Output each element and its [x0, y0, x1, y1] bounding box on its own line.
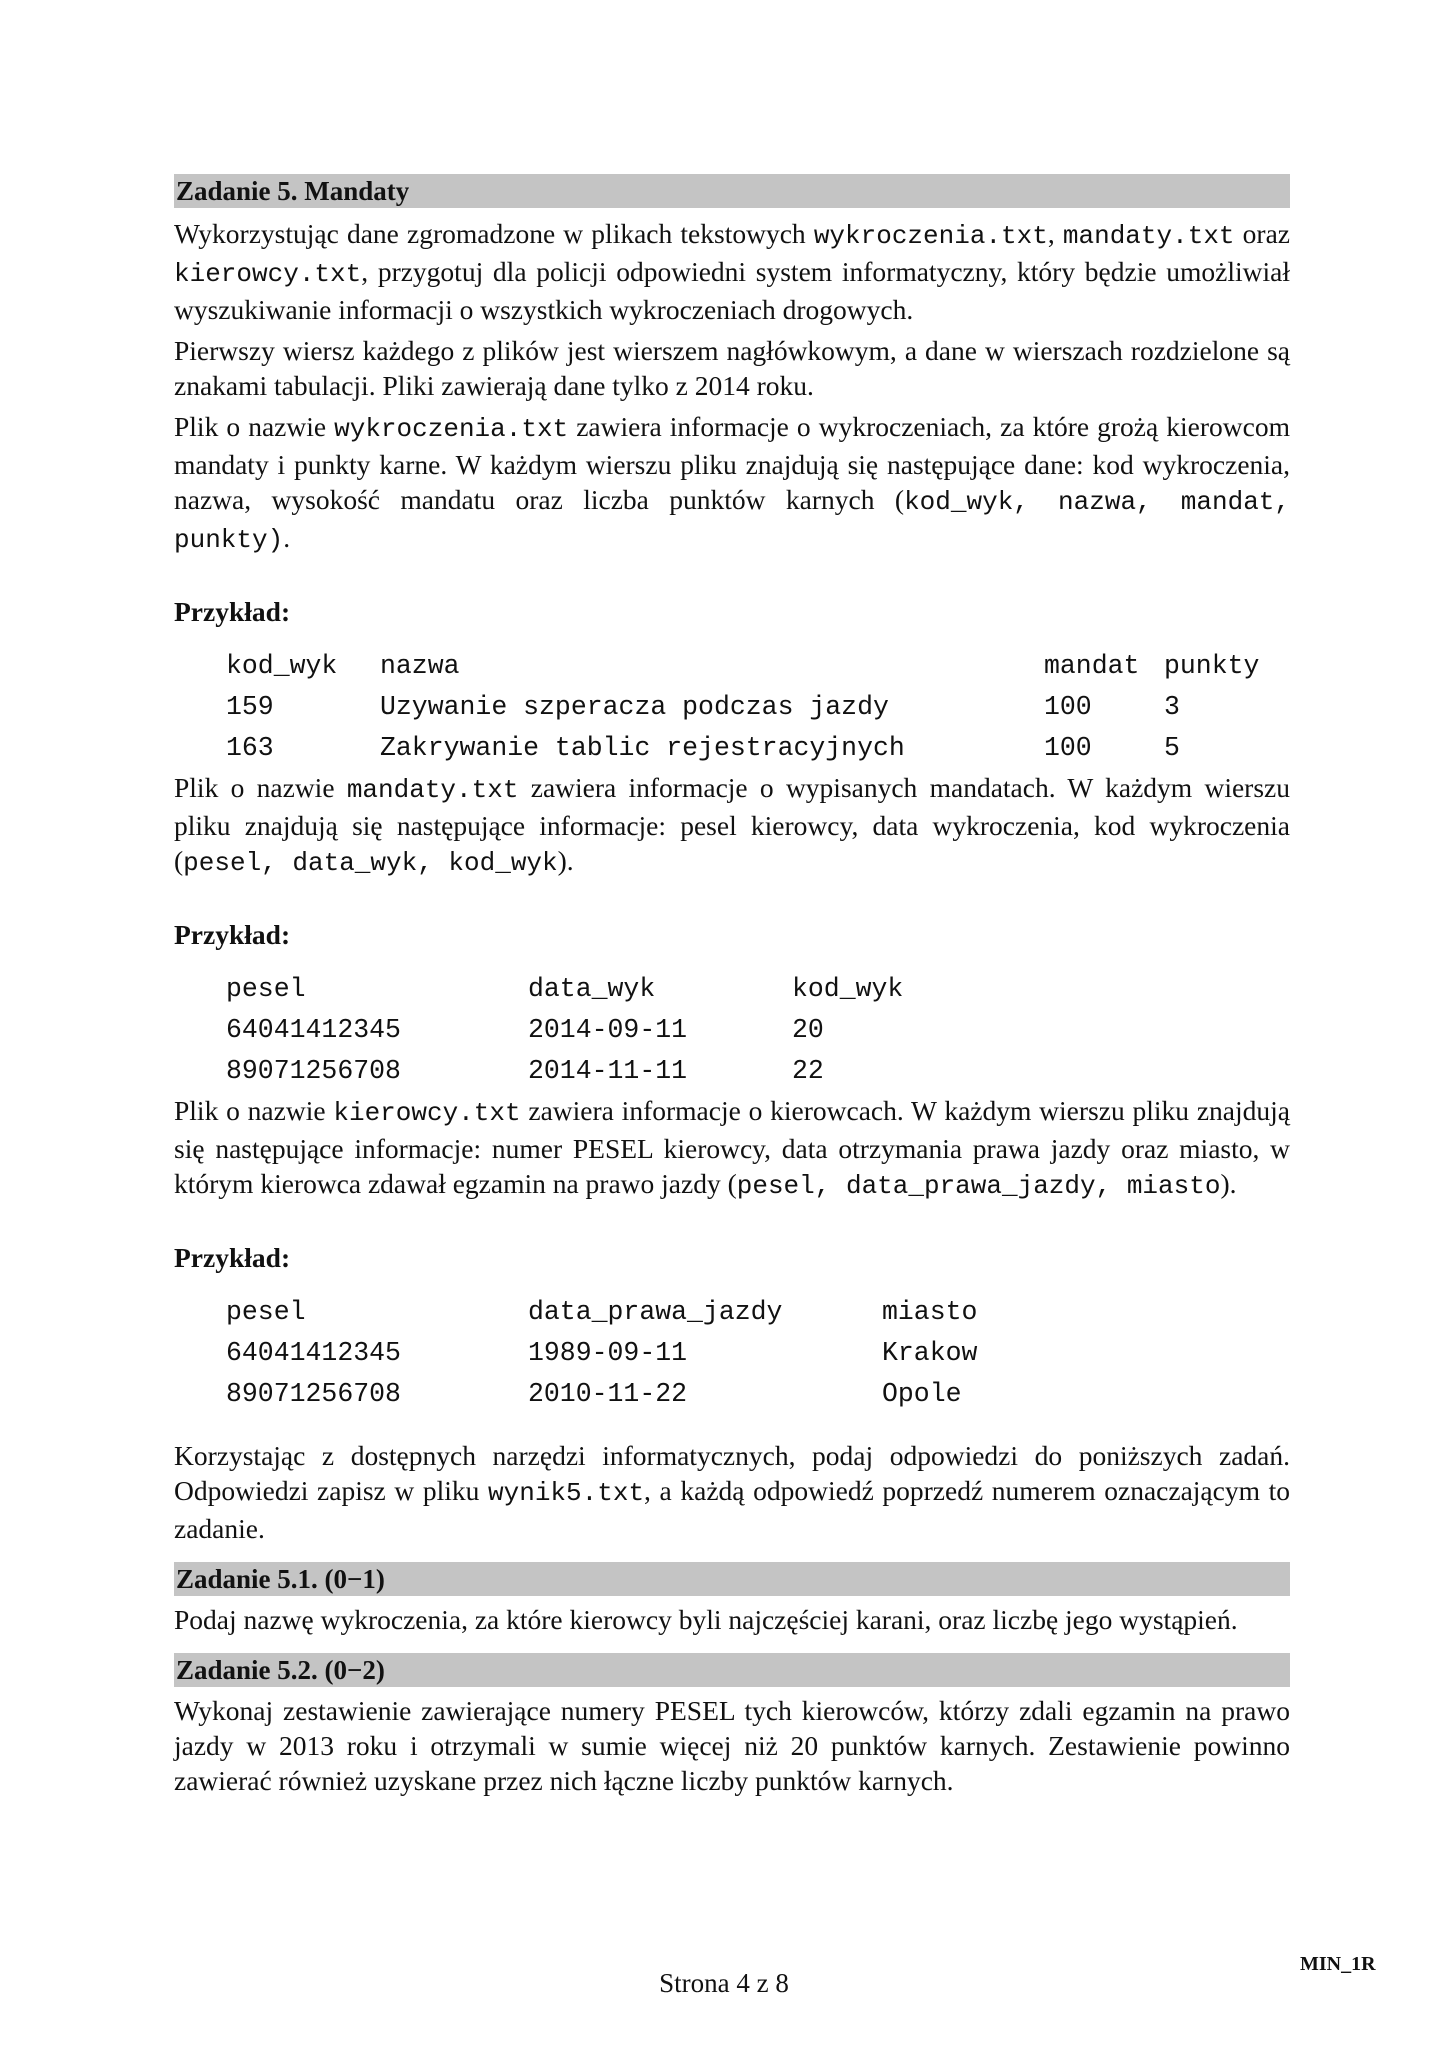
- text-segment: , przygotuj dla policji odpowiedni system informatyczny, który będzie umożliwiał wyszukiwanie informacji o wszystkich wykroczeniach drogowych.: [174, 256, 1290, 325]
- text-segment: .: [283, 522, 291, 553]
- table-cell: 64041412345: [226, 1014, 401, 1045]
- example-label: Przykład:: [174, 596, 291, 627]
- table-cell: 2014-09-11: [528, 1014, 688, 1045]
- text-segment: Pierwszy wiersz każdego z plików jest wierszem nagłówkowym, a dane w wierszach rozdzielone są znakami tabulacji. Pliki zawierają dane tylko z 2014 roku.: [174, 335, 1290, 401]
- col-header: pesel: [226, 1296, 306, 1327]
- text-segment: Korzystając z dostępnych narzędzi informatycznych, podaj odpowiedzi do poniższych zadań. Odpowiedzi zapisz w pliku: [174, 1440, 1290, 1506]
- page-number: Strona 4 z 8: [659, 1968, 789, 1998]
- table-cell: Uzywanie szperacza podczas jazdy: [380, 691, 889, 722]
- table-row: [226, 1009, 903, 1050]
- col-header: nazwa: [380, 650, 460, 681]
- text-segment: zawiera informacje o wypisanych mandatach. W każdym wierszu pliku znajdują się następujące informacje: pesel kierowcy, data wykroczenia, kod wykroczenia (: [174, 772, 1290, 876]
- table-cell: 20: [792, 1014, 824, 1045]
- kierowcy-example-table: [226, 1291, 977, 1414]
- code-text: mandaty.txt: [346, 775, 519, 805]
- table-cell: Zakrywanie tablic rejestracyjnych: [380, 732, 905, 763]
- code-text: kod_wyk, nazwa, mandat, punkty): [174, 487, 1291, 555]
- table-header-row: [226, 968, 903, 1009]
- instructions-paragraph: [174, 1438, 1290, 1546]
- wykroczenia-example-table: [226, 645, 1259, 768]
- table-cell: 100: [1044, 732, 1092, 763]
- table-cell: 64041412345: [226, 1337, 401, 1368]
- text-segment: ).: [557, 845, 574, 876]
- text-segment: ).: [1220, 1168, 1237, 1199]
- mandaty-description: [174, 770, 1290, 881]
- text-segment: , a każdą odpowiedź poprzedź numerem oznaczającym to zadanie.: [174, 1475, 1290, 1544]
- code-text: wykroczenia.txt: [813, 221, 1048, 251]
- task5-format-paragraph: [174, 333, 1290, 403]
- text-segment: Plik o nazwie: [174, 1095, 334, 1126]
- exam-code: MIN_1R: [1300, 1953, 1376, 1975]
- col-header: data_wyk: [528, 973, 656, 1004]
- col-header: mandat: [1044, 650, 1140, 681]
- code-text: mandaty.txt: [1062, 221, 1235, 251]
- table-cell: 3: [1164, 691, 1180, 722]
- task51-heading: Zadanie 5.1. (0−1): [174, 1562, 1290, 1596]
- col-header: kod_wyk: [792, 973, 904, 1004]
- col-header: punkty: [1164, 650, 1260, 681]
- col-header: miasto: [882, 1296, 978, 1327]
- text-segment: Plik o nazwie: [174, 411, 335, 442]
- table-cell: 5: [1164, 732, 1180, 763]
- table-header-row: [226, 645, 1259, 686]
- text-segment: Plik o nazwie: [174, 772, 347, 803]
- table-row: [226, 1332, 977, 1373]
- table-cell: 163: [226, 732, 274, 763]
- table-header-row: [226, 1291, 977, 1332]
- table-cell: 159: [226, 691, 274, 722]
- table-row: [226, 1050, 903, 1091]
- text-segment: Podaj nazwę wykroczenia, za które kierowcy byli najczęściej karani, oraz liczbę jego wystąpień.: [174, 1604, 1238, 1635]
- text-segment: Wykonaj zestawienie zawierające numery PESEL tych kierowców, którzy zdali egzamin na prawo jazdy w 2013 roku i otrzymali w sumie więcej niż 20 punktów karnych. Zestawienie powinno zawierać również uzyskane przez nich łączne liczby punktów karnych.: [174, 1695, 1290, 1796]
- text-segment: zawiera informacje o kierowcach. W każdym wierszu pliku znajdują się następujące informacje: numer PESEL kierowcy, data otrzymania prawa jazdy oraz miasto, w którym kierowca zdawał egzamin na prawo jazdy (: [174, 1095, 1290, 1199]
- table-cell: Krakow: [882, 1337, 978, 1368]
- table-row: [226, 686, 1259, 727]
- table-cell: Opole: [882, 1378, 962, 1409]
- table-cell: 89071256708: [226, 1378, 401, 1409]
- table-cell: 2010-11-22: [528, 1378, 688, 1409]
- col-header: pesel: [226, 973, 306, 1004]
- text-segment: ,: [1047, 218, 1063, 249]
- example-label: Przykład:: [174, 1242, 291, 1273]
- code-text: pesel, data_wyk, kod_wyk: [183, 848, 558, 878]
- task5-heading: Zadanie 5. Mandaty: [174, 174, 1290, 208]
- table-cell: 89071256708: [226, 1055, 401, 1086]
- kierowcy-description: [174, 1093, 1290, 1204]
- code-text: wykroczenia.txt: [334, 414, 569, 444]
- code-text: kierowcy.txt: [174, 259, 362, 289]
- table-cell: 100: [1044, 691, 1092, 722]
- mandaty-example-table: [226, 968, 903, 1091]
- page-content: [174, 174, 1290, 1798]
- table-row: [226, 1373, 977, 1414]
- table-row: [226, 727, 1259, 768]
- task51-text: [174, 1602, 1290, 1637]
- text-segment: Wykorzystując dane zgromadzone w plikach tekstowych: [174, 218, 814, 249]
- code-text: kierowcy.txt: [333, 1098, 521, 1128]
- text-segment: zawiera informacje o wykroczeniach, za które grożą kierowcom mandaty i punkty karne. W każdym wierszu pliku znajdują się następujące dane: kod wykroczenia, nazwa, wysokość mandatu oraz liczba punktów karnych (: [174, 411, 1290, 515]
- code-text: wynik5.txt: [488, 1478, 645, 1508]
- col-header: kod_wyk: [226, 650, 338, 681]
- task52-heading: Zadanie 5.2. (0−2): [174, 1653, 1290, 1687]
- task5-intro-paragraph: [174, 216, 1290, 327]
- text-segment: oraz: [1234, 218, 1291, 249]
- task52-text: [174, 1693, 1290, 1798]
- table-cell: 22: [792, 1055, 824, 1086]
- example-label: Przykład:: [174, 919, 291, 950]
- table-cell: 2014-11-11: [528, 1055, 688, 1086]
- code-text: pesel, data_prawa_jazdy, miasto: [736, 1171, 1221, 1201]
- table-cell: 1989-09-11: [528, 1337, 688, 1368]
- wykroczenia-description: [174, 409, 1290, 558]
- col-header: data_prawa_jazdy: [528, 1296, 783, 1327]
